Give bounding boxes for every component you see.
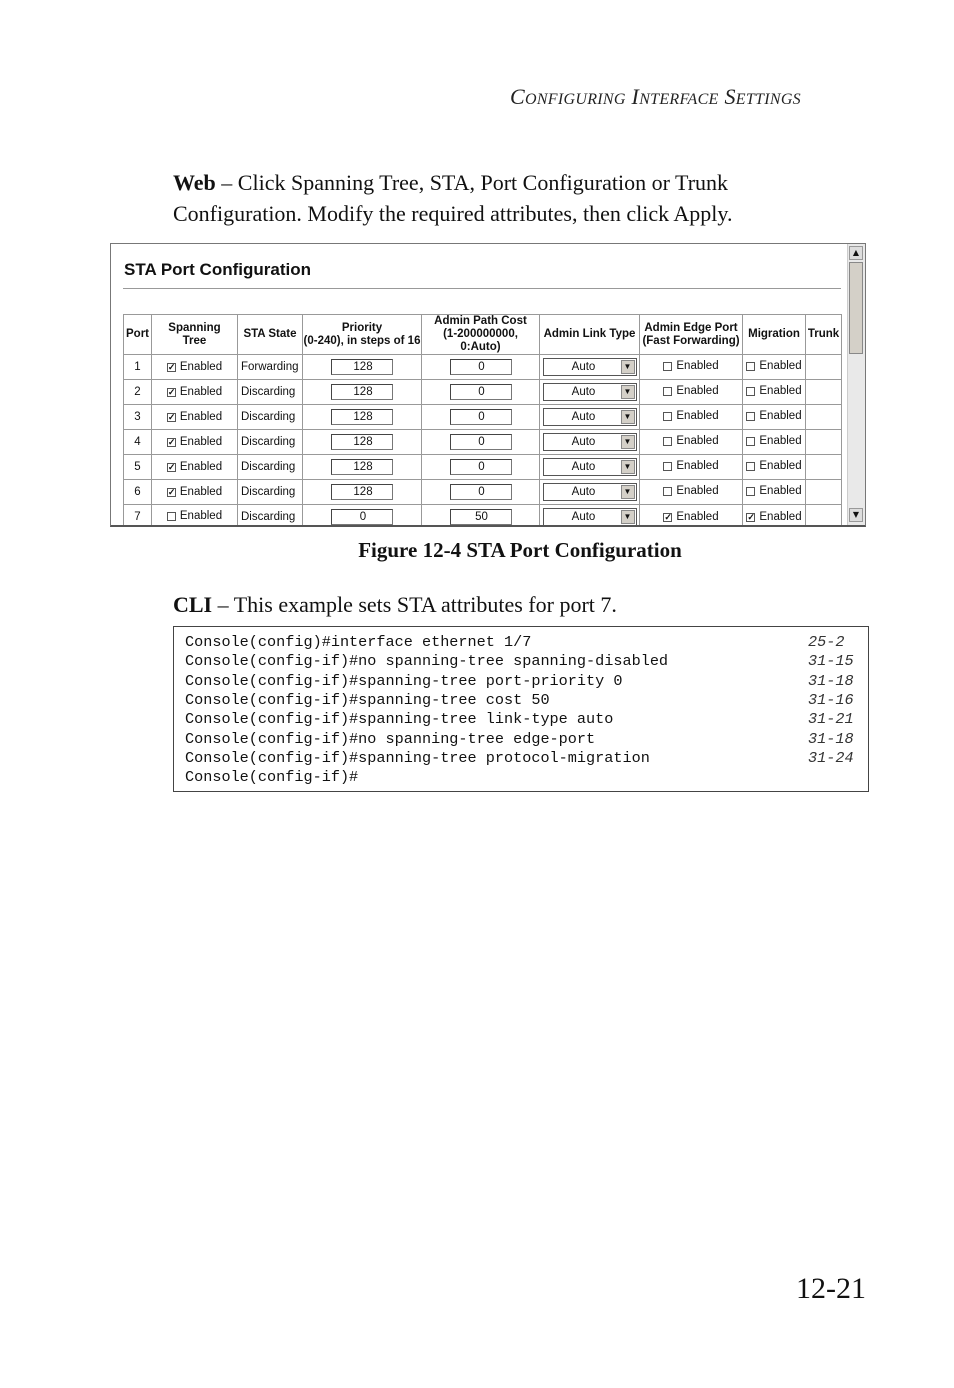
checkbox-checked-icon: ✓ <box>167 486 176 497</box>
column-header <box>743 315 806 355</box>
column-header-line1: Trunk <box>807 328 840 340</box>
spanning-tree-checkbox[interactable] <box>167 461 222 473</box>
column-header <box>303 315 422 355</box>
priority-cell <box>303 430 422 455</box>
port-cell: 4 <box>124 430 152 455</box>
link-type-value: Auto <box>571 411 596 423</box>
checkbox-label: Enabled <box>676 511 719 524</box>
edge-port-cell <box>640 430 743 455</box>
checkbox-label: Enabled <box>759 511 802 524</box>
checkbox-unchecked-icon <box>746 437 755 446</box>
priority-cell <box>303 455 422 480</box>
web-lead: Web <box>173 170 216 195</box>
cli-page-reference: 31-21 <box>808 710 854 729</box>
link-type-cell <box>540 480 640 505</box>
spanning-tree-checkbox[interactable] <box>167 361 222 373</box>
cli-command: Console(config-if)#spanning-tree link-type auto <box>185 710 614 729</box>
checkbox-label: Enabled <box>759 360 802 373</box>
migration-checkbox[interactable] <box>746 485 801 497</box>
path-cost-cell <box>422 455 540 480</box>
scroll-up-arrow-icon[interactable]: ▲ <box>849 246 863 260</box>
checkbox-label: Enabled <box>676 435 719 448</box>
migration-checkbox[interactable] <box>746 360 801 372</box>
checkbox-unchecked-icon <box>663 462 672 471</box>
chevron-down-icon: ▼ <box>621 385 635 399</box>
trunk-cell <box>806 430 842 455</box>
edge-port-cell <box>640 505 743 528</box>
column-header <box>238 315 303 355</box>
table-row <box>124 380 842 405</box>
link-type-value: Auto <box>571 361 596 373</box>
column-header <box>806 315 842 355</box>
table-row <box>124 480 842 505</box>
edge-port-checkbox[interactable] <box>663 385 718 397</box>
migration-cell <box>743 405 806 430</box>
column-header-line1: Admin Link Type <box>543 328 636 340</box>
running-header-part: I <box>625 84 640 109</box>
link-type-select[interactable] <box>543 433 637 451</box>
migration-checkbox[interactable] <box>746 511 801 523</box>
checkbox-unchecked-icon <box>663 387 672 396</box>
sta-state-cell: Discarding <box>238 380 303 405</box>
edge-port-cell <box>640 405 743 430</box>
migration-checkbox[interactable] <box>746 460 801 472</box>
sta-state-cell: Discarding <box>238 505 303 528</box>
priority-input[interactable]: 128 <box>331 459 393 475</box>
column-header-line2: (1-200000000, 0:Auto) <box>443 328 518 353</box>
spanning-tree-checkbox[interactable] <box>167 486 222 498</box>
column-header-line2: (Fast Forwarding) <box>642 334 740 347</box>
path-cost-cell <box>422 380 540 405</box>
spanning-tree-cell <box>152 380 238 405</box>
edge-port-checkbox[interactable] <box>663 435 718 447</box>
path-cost-cell <box>422 430 540 455</box>
checkbox-unchecked-icon <box>167 512 176 521</box>
migration-cell <box>743 355 806 380</box>
priority-input[interactable]: 128 <box>331 359 393 375</box>
edge-port-checkbox[interactable] <box>663 360 718 372</box>
trunk-cell <box>806 505 842 528</box>
cli-example-box <box>173 626 869 792</box>
edge-port-cell <box>640 455 743 480</box>
checkbox-unchecked-icon <box>746 487 755 496</box>
cli-command: Console(config-if)#no spanning-tree spanning-disabled <box>185 652 669 671</box>
chevron-down-icon: ▼ <box>621 410 635 424</box>
column-header-line1: Spanning <box>168 321 221 334</box>
checkbox-label: Enabled <box>179 411 223 424</box>
priority-input[interactable]: 128 <box>331 409 393 425</box>
column-header-line2: (0-240), in steps of 16 <box>303 334 421 347</box>
checkbox-checked-icon: ✓ <box>167 361 176 372</box>
cli-text: – This example sets STA attributes for port 7. <box>212 592 617 617</box>
scroll-down-arrow-icon[interactable]: ▼ <box>849 508 863 522</box>
path-cost-input[interactable]: 50 <box>450 509 512 525</box>
web-text: – Click Spanning Tree, STA, Port Configuration or Trunk Configuration. Modify the required attributes, then click Apply. <box>173 170 733 226</box>
cli-lead: CLI <box>173 592 213 617</box>
checkbox-label: Enabled <box>676 410 719 423</box>
cli-command: Console(config-if)# <box>185 768 359 787</box>
screenshot-title: STA Port Configuration <box>124 260 311 279</box>
path-cost-input[interactable]: 0 <box>450 484 512 500</box>
running-header-part: NTERFACE <box>639 91 719 108</box>
spanning-tree-checkbox[interactable] <box>167 510 222 522</box>
sta-state-cell: Discarding <box>238 455 303 480</box>
checkbox-label: Enabled <box>759 460 802 473</box>
port-cell: 5 <box>124 455 152 480</box>
sta-state-cell: Discarding <box>238 405 303 430</box>
cli-page-reference: 31-18 <box>808 671 854 690</box>
figure-caption: Figure 12-4 STA Port Configuration <box>358 538 682 562</box>
table-row <box>124 430 842 455</box>
link-type-select[interactable] <box>543 358 637 376</box>
cli-page-reference: 31-16 <box>808 690 854 709</box>
checkbox-unchecked-icon <box>663 437 672 446</box>
port-cell: 1 <box>124 355 152 380</box>
link-type-select[interactable] <box>543 483 637 501</box>
link-type-cell <box>540 430 640 455</box>
link-type-select[interactable] <box>543 408 637 426</box>
spanning-tree-cell <box>152 430 238 455</box>
scroll-thumb[interactable] <box>849 262 863 354</box>
column-header-line1: Admin Path Cost <box>434 315 527 327</box>
sta-state-cell: Discarding <box>238 480 303 505</box>
checkbox-label: Enabled <box>179 486 223 499</box>
migration-cell <box>743 505 806 528</box>
column-header <box>152 315 238 355</box>
link-type-value: Auto <box>571 486 596 498</box>
checkbox-unchecked-icon <box>663 487 672 496</box>
checkbox-checked-icon: ✓ <box>167 386 176 397</box>
migration-checkbox[interactable] <box>746 410 801 422</box>
checkbox-label: Enabled <box>179 436 223 449</box>
checkbox-label: Enabled <box>179 461 223 474</box>
link-type-value: Auto <box>571 511 596 523</box>
edge-port-cell <box>640 380 743 405</box>
checkbox-label: Enabled <box>179 386 223 399</box>
link-type-value: Auto <box>571 461 596 473</box>
column-header <box>640 315 743 355</box>
sta-port-table <box>123 314 842 527</box>
link-type-cell <box>540 505 640 528</box>
checkbox-checked-icon: ✓ <box>167 436 176 447</box>
checkbox-label: Enabled <box>759 485 802 498</box>
cli-intro <box>173 589 823 620</box>
vertical-scrollbar[interactable] <box>847 244 865 526</box>
priority-cell <box>303 380 422 405</box>
table-row <box>124 405 842 430</box>
path-cost-cell <box>422 505 540 528</box>
spanning-tree-cell <box>152 355 238 380</box>
checkbox-unchecked-icon <box>663 362 672 371</box>
checkbox-checked-icon: ✓ <box>167 461 176 472</box>
table-header-row <box>124 315 842 355</box>
table-row <box>124 455 842 480</box>
link-type-select[interactable] <box>543 458 637 476</box>
checkbox-checked-icon: ✓ <box>664 511 672 522</box>
checkbox-unchecked-icon <box>746 362 755 371</box>
checkbox-label: Enabled <box>759 435 802 448</box>
edge-port-checkbox[interactable] <box>663 511 718 523</box>
checkbox-label: Enabled <box>759 385 802 398</box>
trunk-cell <box>806 355 842 380</box>
page-number: 12-21 <box>796 1272 866 1305</box>
cli-page-reference: 31-15 <box>808 652 854 671</box>
column-header-line1: Migration <box>748 328 800 340</box>
port-cell: 7 <box>124 505 152 528</box>
chevron-down-icon: ▼ <box>621 460 635 474</box>
migration-checkbox[interactable] <box>746 435 801 447</box>
priority-cell <box>303 505 422 528</box>
path-cost-cell <box>422 480 540 505</box>
link-type-cell <box>540 355 640 380</box>
port-cell: 2 <box>124 380 152 405</box>
column-header <box>124 315 152 355</box>
link-type-cell <box>540 405 640 430</box>
checkbox-label: Enabled <box>759 410 802 423</box>
checkbox-label: Enabled <box>676 485 719 498</box>
priority-input[interactable]: 128 <box>331 434 393 450</box>
chevron-down-icon: ▼ <box>621 435 635 449</box>
web-instructions <box>173 167 823 229</box>
column-header-line1: STA State <box>243 328 297 340</box>
edge-port-cell <box>640 480 743 505</box>
checkbox-checked-icon: ✓ <box>747 511 755 522</box>
checkbox-checked-icon: ✓ <box>167 411 176 422</box>
table-row <box>124 355 842 380</box>
spanning-tree-checkbox[interactable] <box>167 436 222 448</box>
link-type-cell <box>540 380 640 405</box>
cli-page-reference: 31-24 <box>808 748 854 767</box>
trunk-cell <box>806 455 842 480</box>
migration-cell <box>743 455 806 480</box>
running-header-part: ETTINGS <box>735 91 801 108</box>
column-header-line1: Admin Edge Port <box>644 321 738 334</box>
priority-input[interactable]: 0 <box>331 509 393 525</box>
checkbox-label: Enabled <box>676 460 719 473</box>
path-cost-input[interactable]: 0 <box>450 409 512 425</box>
checkbox-label: Enabled <box>179 510 223 523</box>
spanning-tree-checkbox[interactable] <box>167 386 222 398</box>
priority-input[interactable]: 128 <box>331 384 393 400</box>
column-header-line1: Port <box>126 328 149 340</box>
table-body <box>124 355 842 528</box>
checkbox-unchecked-icon <box>746 462 755 471</box>
chevron-down-icon: ▼ <box>621 510 635 524</box>
cli-page-reference: 25-2 <box>808 633 845 651</box>
cli-page-reference: 31-18 <box>808 729 854 748</box>
checkbox-unchecked-icon <box>663 412 672 421</box>
migration-cell <box>743 430 806 455</box>
column-header-line2: Tree <box>182 334 207 347</box>
running-header-part: ONFIGURING <box>524 91 626 108</box>
link-type-value: Auto <box>571 436 596 448</box>
checkbox-unchecked-icon <box>746 412 755 421</box>
path-cost-input[interactable]: 0 <box>450 384 512 400</box>
column-header <box>540 315 640 355</box>
migration-cell <box>743 380 806 405</box>
table-row <box>124 505 842 528</box>
priority-input[interactable]: 128 <box>331 484 393 500</box>
edge-port-checkbox[interactable] <box>663 485 718 497</box>
path-cost-input[interactable]: 0 <box>450 434 512 450</box>
port-cell: 6 <box>124 480 152 505</box>
chevron-down-icon: ▼ <box>621 360 635 374</box>
running-header-part: C <box>510 84 525 109</box>
running-header-part: S <box>718 84 736 109</box>
cli-command: Console(config-if)#no spanning-tree edge-port <box>185 729 596 748</box>
sta-state-cell: Forwarding <box>238 355 303 380</box>
sta-port-config-screenshot <box>110 243 866 527</box>
spanning-tree-cell <box>152 505 238 528</box>
priority-cell <box>303 355 422 380</box>
edge-port-checkbox[interactable] <box>663 410 718 422</box>
column-header <box>422 315 540 355</box>
spanning-tree-cell <box>152 480 238 505</box>
migration-cell <box>743 480 806 505</box>
trunk-cell <box>806 405 842 430</box>
sta-state-cell: Discarding <box>238 430 303 455</box>
path-cost-cell <box>422 355 540 380</box>
running-header <box>510 84 870 110</box>
link-type-cell <box>540 455 640 480</box>
cli-command: Console(config-if)#spanning-tree port-priority 0 <box>185 671 623 690</box>
checkbox-label: Enabled <box>676 385 719 398</box>
spanning-tree-cell <box>152 405 238 430</box>
chevron-down-icon: ▼ <box>621 485 635 499</box>
priority-cell <box>303 405 422 430</box>
spanning-tree-cell <box>152 455 238 480</box>
migration-checkbox[interactable] <box>746 385 801 397</box>
port-cell: 3 <box>124 405 152 430</box>
title-divider <box>123 288 841 289</box>
path-cost-input[interactable]: 0 <box>450 459 512 475</box>
edge-port-checkbox[interactable] <box>663 460 718 472</box>
spanning-tree-checkbox[interactable] <box>167 411 222 423</box>
link-type-select[interactable] <box>543 508 637 526</box>
edge-port-cell <box>640 355 743 380</box>
cli-command: Console(config-if)#spanning-tree cost 50 <box>185 690 550 709</box>
cli-command: Console(config)#interface ethernet 1/7 <box>185 633 532 651</box>
column-header-line1: Priority <box>341 321 383 334</box>
trunk-cell <box>806 380 842 405</box>
checkbox-label: Enabled <box>676 360 719 373</box>
checkbox-label: Enabled <box>179 361 223 374</box>
path-cost-cell <box>422 405 540 430</box>
trunk-cell <box>806 480 842 505</box>
link-type-value: Auto <box>571 386 596 398</box>
priority-cell <box>303 480 422 505</box>
path-cost-input[interactable]: 0 <box>450 359 512 375</box>
link-type-select[interactable] <box>543 383 637 401</box>
checkbox-unchecked-icon <box>746 387 755 396</box>
cli-command: Console(config-if)#spanning-tree protocol-migration <box>185 748 650 767</box>
